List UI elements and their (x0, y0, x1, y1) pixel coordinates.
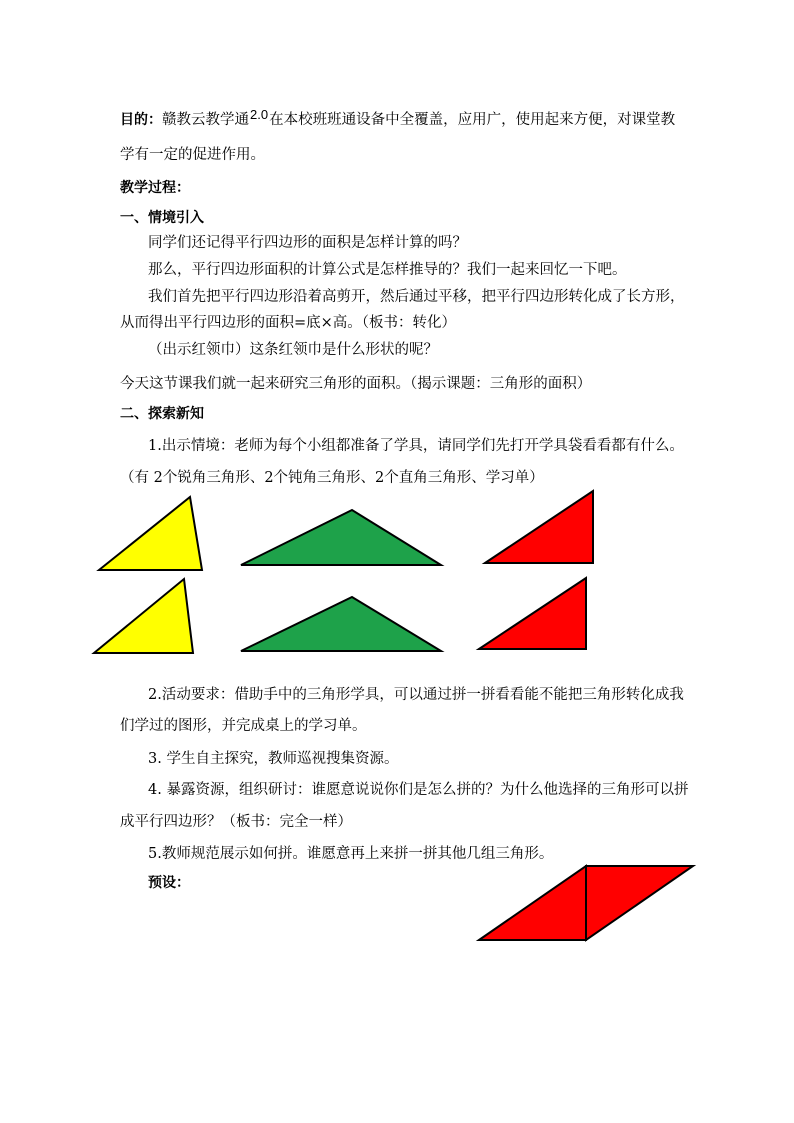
process-heading: 教学过程： (120, 180, 190, 196)
section2-item-2a: 2.活动要求：借助手中的三角形学具，可以通过拼一拼看看能不能把三角形转化成我 (148, 687, 684, 703)
section2-item-4a: 4. 暴露资源，组织研讨：谁愿意说说你们是怎么拼的？为什么他选择的三角形可以拼 (148, 782, 689, 798)
section2-item-2b: 们学过的图形，并完成桌上的学习单。 (120, 718, 367, 734)
section2-item-1a: 1.出示情境：老师为每个小组都准备了学具，请同学们先打开学具袋看看都有什么。 (148, 438, 684, 454)
section1-paragraph-4: （出示红领巾）这条红领巾是什么形状的呢？ (148, 342, 438, 358)
right-triangle-2 (479, 578, 586, 649)
section2-item-3: 3. 学生自主探究，教师巡视搜集资源。 (148, 751, 399, 767)
section2-heading: 二、探索新知 (120, 406, 204, 422)
section2-item-1b: （有 2个锐角三角形、2个钝角三角形、2个直角三角形、学习单） (120, 470, 544, 486)
preset-label: 预设： (148, 875, 190, 891)
parallelogram-right-triangle (586, 866, 693, 940)
section1-paragraph-2: 那么，平行四边形面积的计算公式是怎样推导的？我们一起来回忆一下吧。 (148, 262, 627, 278)
section2-item-4b: 成平行四边形？（板书：完全一样） (120, 814, 352, 830)
obtuse-triangle-1 (241, 510, 441, 565)
section1-paragraph-5: 今天这节课我们就一起来研究三角形的面积。（揭示课题：三角形的面积） (120, 376, 592, 392)
section1-paragraph-3b: 从而得出平行四边形的面积=底×高。（板书：转化） (120, 315, 457, 331)
parallelogram-left-triangle (479, 866, 586, 940)
purpose-label: 目的： (120, 112, 162, 128)
right-triangle-1 (485, 491, 593, 563)
purpose-line-2: 学有一定的促进作用。 (120, 147, 265, 163)
section1-paragraph-1: 同学们还记得平行四边形的面积是怎样计算的吗？ (148, 235, 467, 251)
section1-paragraph-3a: 我们首先把平行四边形沿着高剪开，然后通过平移，把平行四边形转化成了长方形， (148, 289, 685, 305)
purpose-text-b: 在本校班班通设备中全覆盖，应用广，使用起来方便，对课堂教 (269, 112, 676, 128)
acute-triangle-1 (99, 497, 202, 570)
acute-triangle-2 (94, 579, 193, 653)
section1-heading: 一、情境引入 (120, 210, 204, 226)
version-number: 2.0 (250, 107, 269, 122)
purpose-text-a: 赣教云教学通 (162, 112, 249, 128)
obtuse-triangle-2 (241, 597, 441, 651)
section2-item-5: 5.教师规范展示如何拼。谁愿意再上来拼一拼其他几组三角形。 (148, 846, 554, 862)
